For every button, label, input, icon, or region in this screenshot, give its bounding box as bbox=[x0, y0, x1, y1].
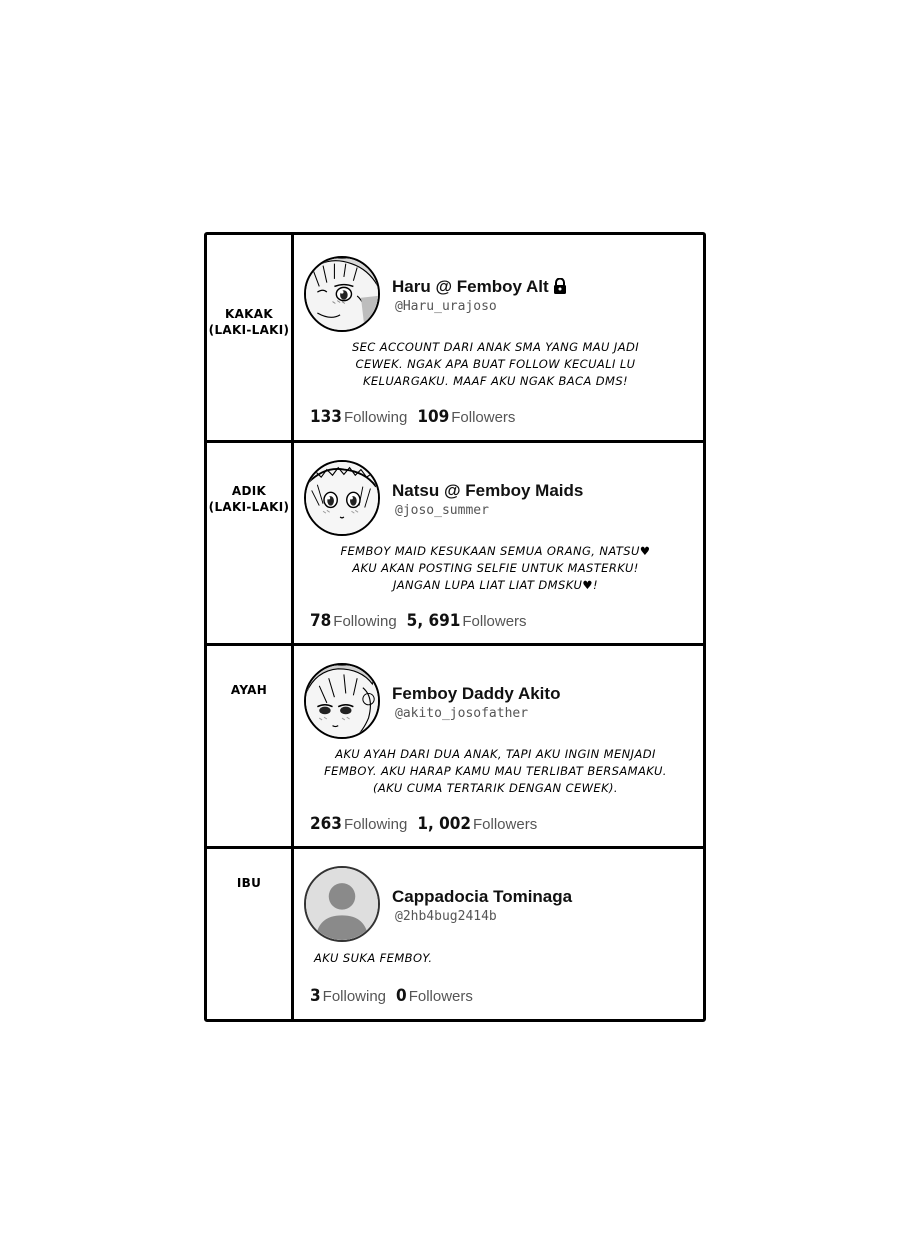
account-row-adik bbox=[207, 443, 703, 643]
display-name[interactable]: Cappadocia Tominaga bbox=[392, 887, 573, 906]
avatar[interactable] bbox=[304, 256, 380, 332]
followers-label[interactable]: Followers bbox=[473, 816, 538, 833]
following-label[interactable]: Following bbox=[343, 816, 408, 833]
username-handle[interactable]: @akito_josofather bbox=[395, 706, 529, 721]
followers-count[interactable]: 5, 691 bbox=[406, 611, 461, 631]
following-count[interactable]: 263 bbox=[310, 814, 342, 834]
followers-label[interactable]: Followers bbox=[408, 988, 473, 1005]
role-label: ADIK (LAKI-LAKI) bbox=[208, 484, 290, 514]
following-label[interactable]: Following bbox=[322, 988, 387, 1005]
avatar[interactable] bbox=[304, 663, 380, 739]
account-row-ayah bbox=[207, 646, 703, 846]
role-label: IBU bbox=[236, 876, 262, 890]
follow-stats bbox=[310, 611, 537, 631]
account-row-ibu bbox=[207, 849, 703, 1019]
default-user-avatar-icon bbox=[306, 868, 378, 940]
bio-text: AKU SUKA FEMBOY. bbox=[314, 951, 433, 965]
following-count[interactable]: 133 bbox=[310, 407, 342, 427]
follow-stats bbox=[310, 407, 525, 427]
avatar[interactable] bbox=[304, 866, 380, 942]
display-name[interactable]: Natsu @ Femboy Maids bbox=[392, 481, 584, 500]
profile-card[interactable] bbox=[294, 646, 703, 846]
profile-card[interactable] bbox=[294, 443, 703, 643]
role-label: AYAH bbox=[230, 683, 268, 697]
display-name[interactable]: Femboy Daddy Akito bbox=[392, 684, 561, 703]
username-handle[interactable]: @Haru_urajoso bbox=[395, 299, 497, 314]
followers-count[interactable]: 1, 002 bbox=[417, 814, 472, 834]
following-label[interactable]: Following bbox=[343, 409, 408, 426]
following-count[interactable]: 3 bbox=[310, 986, 321, 1006]
display-name[interactable]: Haru @ Femboy Alt bbox=[392, 277, 567, 299]
anime-father-avatar-icon bbox=[306, 665, 378, 737]
anime-boy-avatar-icon bbox=[306, 258, 378, 330]
role-label: KAKAK (LAKI-LAKI) bbox=[208, 307, 290, 337]
avatar[interactable] bbox=[304, 460, 380, 536]
followers-label[interactable]: Followers bbox=[451, 409, 516, 426]
bio-text: SEC ACCOUNT DARI ANAK SMA YANG MAU JADI CEWEK. NGAK APA BUAT FOLLOW KECUALI LU KELUARGAKU. MAAF AKU NGAK BACA DMS! bbox=[351, 340, 640, 388]
followers-count[interactable]: 0 bbox=[396, 986, 407, 1006]
username-handle[interactable]: @joso_summer bbox=[395, 503, 489, 518]
account-row-kakak bbox=[207, 235, 703, 440]
follow-stats bbox=[310, 814, 547, 834]
profile-card[interactable] bbox=[294, 235, 703, 440]
username-handle[interactable]: @2hb4bug2414b bbox=[395, 909, 497, 924]
followers-count[interactable]: 109 bbox=[417, 407, 450, 427]
bio-text: AKU AYAH DARI DUA ANAK, TAPI AKU INGIN MENJADI FEMBOY. AKU HARAP KAMU MAU TERLIBAT BERSAMAKU. (AKU CUMA TERTARIK DENGAN CEWEK). bbox=[324, 747, 667, 795]
following-count[interactable]: 78 bbox=[310, 611, 332, 631]
profile-comparison-panel bbox=[204, 232, 706, 1022]
following-label[interactable]: Following bbox=[333, 613, 397, 630]
follow-stats bbox=[310, 986, 483, 1006]
anime-maid-avatar-icon bbox=[306, 462, 378, 534]
bio-text: FEMBOY MAID KESUKAAN SEMUA ORANG, NATSU♥ AKU AKAN POSTING SELFIE UNTUK MASTERKU! JANGAN LUPA LIAT LIAT DMSKU♥! bbox=[340, 544, 651, 592]
profile-card[interactable] bbox=[294, 849, 703, 1019]
lock-icon bbox=[553, 278, 567, 299]
followers-label[interactable]: Followers bbox=[462, 613, 527, 630]
